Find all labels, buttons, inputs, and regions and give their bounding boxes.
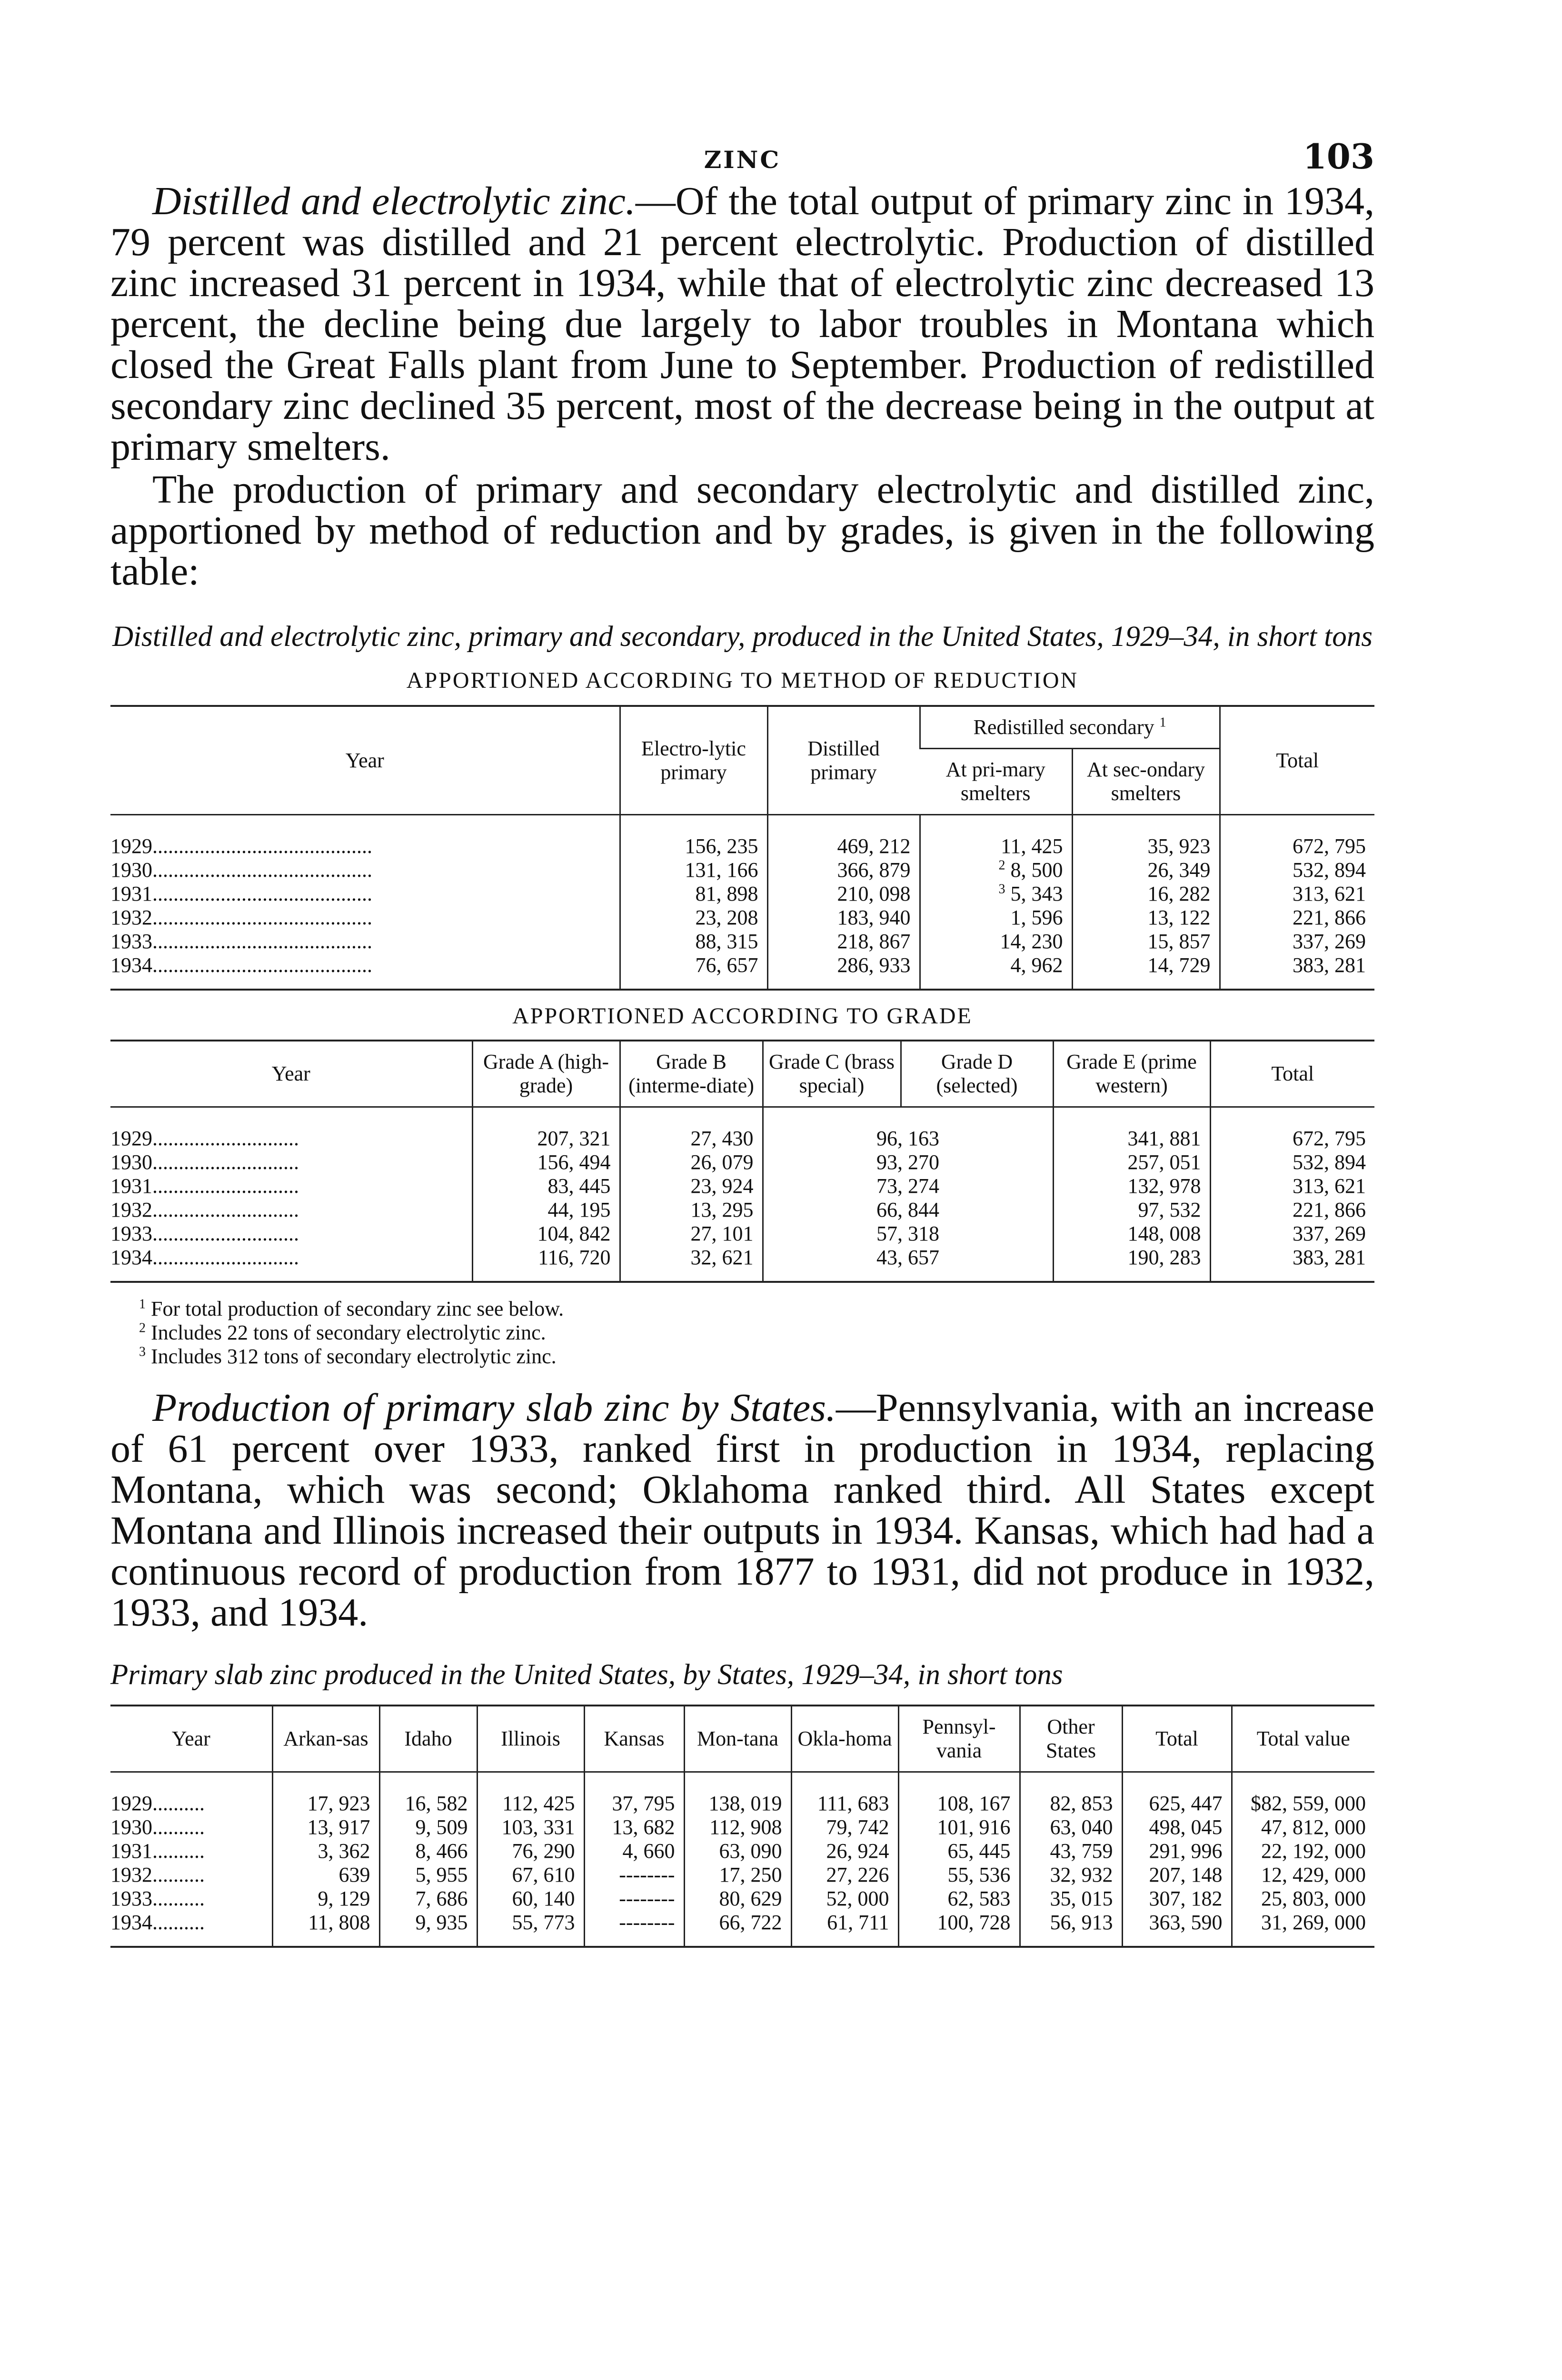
row-year: 1930.......... <box>110 1815 205 1839</box>
row-year: 1931.......................................... <box>110 882 372 905</box>
cell-electrolytic-primary: 156, 235 <box>620 815 767 859</box>
table-row <box>110 1839 1374 1863</box>
table-row <box>110 882 1374 906</box>
footnote-2 <box>139 1321 1374 1345</box>
table-row <box>110 858 1374 882</box>
cell-electrolytic-primary: 76, 657 <box>620 953 767 990</box>
table-row <box>110 1246 1374 1282</box>
cell-oklahoma: 26, 924 <box>791 1839 898 1863</box>
cell-electrolytic-primary: 131, 166 <box>620 858 767 882</box>
cell-total: 307, 182 <box>1122 1887 1232 1911</box>
cell-total: 313, 621 <box>1220 882 1374 906</box>
page-header <box>110 129 1374 181</box>
cell-montana: 63, 090 <box>684 1839 791 1863</box>
cell-at-secondary-smelters: 15, 857 <box>1072 930 1220 953</box>
cell-grade-c-d-combined: 73, 274 <box>763 1174 1053 1198</box>
table-row <box>110 930 1374 953</box>
cell-total: 363, 590 <box>1122 1911 1232 1947</box>
cell-grade-c-d-combined: 96, 163 <box>763 1107 1053 1151</box>
cell-grade-b: 27, 101 <box>620 1222 763 1246</box>
table-slab-zinc-by-states <box>110 1705 1374 1948</box>
cell-total: 337, 269 <box>1210 1222 1374 1246</box>
cell-at-secondary-smelters: 35, 923 <box>1072 815 1220 859</box>
cell-distilled-primary: 218, 867 <box>767 930 920 953</box>
cell-illinois: 55, 773 <box>477 1911 584 1947</box>
cell-arkansas: 17, 923 <box>272 1772 379 1816</box>
cell-distilled-primary: 286, 933 <box>767 953 920 990</box>
table-row <box>110 1772 1374 1816</box>
cell-montana: 66, 722 <box>684 1911 791 1947</box>
cell-pennsylvania: 55, 536 <box>898 1863 1020 1887</box>
cell-kansas: -------- <box>584 1911 684 1947</box>
table-row <box>110 906 1374 930</box>
cell-grade-a: 116, 720 <box>472 1246 620 1282</box>
row-year: 1931............................ <box>110 1174 299 1198</box>
cell-grade-b: 26, 079 <box>620 1150 763 1174</box>
table-row <box>110 1911 1374 1947</box>
cell-total-value: 12, 429, 000 <box>1232 1863 1374 1887</box>
paragraph-table-intro <box>110 469 1374 592</box>
cell-grade-e: 132, 978 <box>1053 1174 1210 1198</box>
col-header-grade-a: Grade A (high-grade) <box>472 1041 620 1107</box>
cell-at-secondary-smelters: 14, 729 <box>1072 953 1220 990</box>
col-header-grade-b: Grade B (interme-diate) <box>620 1041 763 1107</box>
cell-total: 207, 148 <box>1122 1863 1232 1887</box>
footnote-text: Includes 312 tons of secondary electrolytic zinc. <box>151 1345 557 1368</box>
footnote-mark: 3 <box>139 1344 146 1359</box>
cell-distilled-primary: 210, 098 <box>767 882 920 906</box>
cell-grade-a: 44, 195 <box>472 1198 620 1222</box>
cell-pennsylvania: 100, 728 <box>898 1911 1020 1947</box>
col-header-grade-c: Grade C (brass special) <box>763 1041 901 1107</box>
table-row <box>110 1150 1374 1174</box>
cell-oklahoma: 61, 711 <box>791 1911 898 1947</box>
cell-grade-c-d-combined: 43, 657 <box>763 1246 1053 1282</box>
paragraph-distilled-electrolytic <box>110 181 1374 467</box>
cell-total-value: 47, 812, 000 <box>1232 1815 1374 1839</box>
footnote-1 <box>139 1297 1374 1321</box>
table2-body <box>110 1107 1374 1282</box>
col-header-arkansas: Arkan-sas <box>272 1706 379 1772</box>
table-method-of-reduction <box>110 705 1374 991</box>
paragraph-text: —Of the total output of primary zinc in 1934, 79 percent was distilled and 21 percent electrolytic. Production of distilled zinc increased 31 percent in 1934, while that of electrolytic zinc decreased 13 percent, the decline being due largely to labor troubles in Montana which closed the Great Falls plant from June to September. Production of redistilled secondary zinc declined 35 percent, most of the decrease being in the output at primary smelters. <box>110 179 1374 469</box>
cell-illinois: 76, 290 <box>477 1839 584 1863</box>
cell-grade-e: 341, 881 <box>1053 1107 1210 1151</box>
cell-kansas: -------- <box>584 1863 684 1887</box>
document-page <box>110 129 1374 1948</box>
cell-at-primary-smelters: $^3$ 5, 343 <box>920 882 1072 906</box>
cell-electrolytic-primary: 23, 208 <box>620 906 767 930</box>
footnote-mark: 1 <box>1159 715 1166 730</box>
col-header-distilled-primary: Distilled primary <box>767 706 920 815</box>
col-header-montana: Mon-tana <box>684 1706 791 1772</box>
cell-at-secondary-smelters: 13, 122 <box>1072 906 1220 930</box>
cell-illinois: 103, 331 <box>477 1815 584 1839</box>
cell-electrolytic-primary: 81, 898 <box>620 882 767 906</box>
col-header-at-primary-smelters: At pri-mary smelters <box>920 749 1072 815</box>
row-year: 1929............................ <box>110 1127 299 1150</box>
paragraph-text: The production of primary and secondary electrolytic and distilled zinc, apportioned by method of reduction and by grades, is given in the following table: <box>110 467 1374 594</box>
cell-illinois: 60, 140 <box>477 1887 584 1911</box>
cell-total: 221, 866 <box>1210 1198 1374 1222</box>
table1-body <box>110 815 1374 990</box>
row-year: 1931.......... <box>110 1839 205 1863</box>
cell-montana: 138, 019 <box>684 1772 791 1816</box>
cell-pennsylvania: 62, 583 <box>898 1887 1020 1911</box>
cell-grade-c-d-combined: 66, 844 <box>763 1198 1053 1222</box>
row-year: 1929.......... <box>110 1792 205 1815</box>
table3-caption: Primary slab zinc produced in the United States, by States, 1929–34, in short tons <box>110 1659 1063 1691</box>
header-label: Redistilled secondary <box>973 715 1154 739</box>
cell-total: 337, 269 <box>1220 930 1374 953</box>
cell-idaho: 5, 955 <box>379 1863 477 1887</box>
table2-section-title: APPORTIONED ACCORDING TO GRADE <box>512 1003 973 1029</box>
paragraph-slab-zinc-by-states <box>110 1388 1374 1633</box>
cell-grade-b: 13, 295 <box>620 1198 763 1222</box>
cell-other: 32, 932 <box>1020 1863 1122 1887</box>
row-year: 1930.......................................... <box>110 858 372 882</box>
cell-total: 383, 281 <box>1210 1246 1374 1282</box>
table-row <box>110 1198 1374 1222</box>
cell-total: 672, 795 <box>1220 815 1374 859</box>
cell-grade-b: 32, 621 <box>620 1246 763 1282</box>
cell-total: 672, 795 <box>1210 1107 1374 1151</box>
col-header-at-secondary-smelters: At sec-ondary smelters <box>1072 749 1220 815</box>
row-year: 1934.......... <box>110 1911 272 1947</box>
cell-montana: 17, 250 <box>684 1863 791 1887</box>
row-year: 1932.......... <box>110 1863 205 1886</box>
page-number: 103 <box>1303 136 1374 177</box>
col-header-other-states: Other States <box>1020 1706 1122 1772</box>
cell-grade-a: 207, 321 <box>472 1107 620 1151</box>
cell-grade-b: 23, 924 <box>620 1174 763 1198</box>
cell-idaho: 8, 466 <box>379 1839 477 1863</box>
cell-idaho: 9, 509 <box>379 1815 477 1839</box>
cell-total-value: 22, 192, 000 <box>1232 1839 1374 1863</box>
table3-body <box>110 1772 1374 1947</box>
cell-grade-e: 148, 008 <box>1053 1222 1210 1246</box>
cell-montana: 112, 908 <box>684 1815 791 1839</box>
cell-electrolytic-primary: 88, 315 <box>620 930 767 953</box>
cell-grade-c-d-combined: 57, 318 <box>763 1222 1053 1246</box>
cell-total: 532, 894 <box>1210 1150 1374 1174</box>
cell-oklahoma: 111, 683 <box>791 1772 898 1816</box>
row-year: 1933............................ <box>110 1222 299 1245</box>
cell-arkansas: 9, 129 <box>272 1887 379 1911</box>
row-year: 1934.......................................... <box>110 953 620 990</box>
cell-at-primary-smelters: 11, 425 <box>920 815 1072 859</box>
cell-at-primary-smelters: 1, 596 <box>920 906 1072 930</box>
footnote-mark: 3 <box>998 882 1005 897</box>
table-row <box>110 1222 1374 1246</box>
col-header-kansas: Kansas <box>584 1706 684 1772</box>
cell-arkansas: 13, 917 <box>272 1815 379 1839</box>
cell-total: 313, 621 <box>1210 1174 1374 1198</box>
cell-other: 35, 015 <box>1020 1887 1122 1911</box>
cell-total: 625, 447 <box>1122 1772 1232 1816</box>
col-header-grade-e: Grade E (prime western) <box>1053 1041 1210 1107</box>
col-header-year: Year <box>110 706 620 815</box>
row-year: 1932............................ <box>110 1198 299 1221</box>
cell-total: 383, 281 <box>1220 953 1374 990</box>
col-header-idaho: Idaho <box>379 1706 477 1772</box>
paragraph-lead-heading: Distilled and electrolytic zinc. <box>152 179 636 223</box>
cell-other: 82, 853 <box>1020 1772 1122 1816</box>
footnote-mark: 1 <box>139 1297 146 1312</box>
row-year: 1932.......................................... <box>110 906 372 929</box>
cell-total: 498, 045 <box>1122 1815 1232 1839</box>
col-header-electrolytic-primary: Electro-lytic primary <box>620 706 767 815</box>
col-header-grade-d: Grade D (selected) <box>901 1041 1053 1107</box>
table-according-to-grade <box>110 1040 1374 1283</box>
cell-kansas: 37, 795 <box>584 1772 684 1816</box>
cell-idaho: 7, 686 <box>379 1887 477 1911</box>
cell-kansas: 13, 682 <box>584 1815 684 1839</box>
running-title: ZINC <box>704 146 781 174</box>
paragraph-text: —Pennsylvania, with an increase of 61 percent over 1933, ranked first in production in 1934, replacing Montana, which was second; Oklahoma ranked third. All States except Montana and Illinois increased their outputs in 1934. Kansas, which had had a continuous record of production from 1877 to 1931, did not produce in 1932, 1933, and 1934. <box>110 1386 1374 1635</box>
cell-distilled-primary: 183, 940 <box>767 906 920 930</box>
cell-total-value: 25, 803, 000 <box>1232 1887 1374 1911</box>
cell-at-primary-smelters: $^2$ 8, 500 <box>920 858 1072 882</box>
col-header-total: Total <box>1122 1706 1232 1772</box>
cell-oklahoma: 79, 742 <box>791 1815 898 1839</box>
cell-at-primary-smelters: 4, 962 <box>920 953 1072 990</box>
cell-kansas: 4, 660 <box>584 1839 684 1863</box>
cell-oklahoma: 52, 000 <box>791 1887 898 1911</box>
cell-total: 221, 866 <box>1220 906 1374 930</box>
cell-total: 532, 894 <box>1220 858 1374 882</box>
footnote-mark: 2 <box>998 858 1005 873</box>
table-row <box>110 815 1374 859</box>
cell-other: 63, 040 <box>1020 1815 1122 1839</box>
footnote-mark: 2 <box>139 1320 146 1336</box>
cell-oklahoma: 27, 226 <box>791 1863 898 1887</box>
cell-at-secondary-smelters: 26, 349 <box>1072 858 1220 882</box>
cell-other: 43, 759 <box>1020 1839 1122 1863</box>
col-header-total: Total <box>1220 706 1374 815</box>
cell-grade-e: 97, 532 <box>1053 1198 1210 1222</box>
table-row <box>110 953 1374 990</box>
cell-distilled-primary: 469, 212 <box>767 815 920 859</box>
col-header-redistilled-secondary <box>920 706 1220 749</box>
cell-grade-e: 190, 283 <box>1053 1246 1210 1282</box>
table-row <box>110 1863 1374 1887</box>
col-header-year: Year <box>110 1706 272 1772</box>
cell-total-value: 31, 269, 000 <box>1232 1911 1374 1947</box>
cell-at-primary-smelters: 14, 230 <box>920 930 1072 953</box>
cell-other: 56, 913 <box>1020 1911 1122 1947</box>
table-row <box>110 1107 1374 1151</box>
cell-kansas: -------- <box>584 1887 684 1911</box>
cell-idaho: 9, 935 <box>379 1911 477 1947</box>
paragraph-lead-heading: Production of primary slab zinc by States. <box>152 1386 836 1430</box>
cell-arkansas: 11, 808 <box>272 1911 379 1947</box>
cell-pennsylvania: 65, 445 <box>898 1839 1020 1863</box>
cell-total: 291, 996 <box>1122 1839 1232 1863</box>
footnote-3 <box>139 1345 1374 1368</box>
cell-pennsylvania: 101, 916 <box>898 1815 1020 1839</box>
col-header-total: Total <box>1210 1041 1374 1107</box>
table-row <box>110 1887 1374 1911</box>
cell-at-secondary-smelters: 16, 282 <box>1072 882 1220 906</box>
footnote-text: Includes 22 tons of secondary electrolytic zinc. <box>151 1321 546 1344</box>
row-year: 1934............................ <box>110 1246 472 1282</box>
cell-grade-c-d-combined: 93, 270 <box>763 1150 1053 1174</box>
table1-caption: Distilled and electrolytic zinc, primary and secondary, produced in the United States, 1929–34, in short tons <box>112 621 1373 653</box>
cell-grade-e: 257, 051 <box>1053 1150 1210 1174</box>
cell-illinois: 112, 425 <box>477 1772 584 1816</box>
cell-arkansas: 3, 362 <box>272 1839 379 1863</box>
cell-illinois: 67, 610 <box>477 1863 584 1887</box>
cell-grade-a: 156, 494 <box>472 1150 620 1174</box>
cell-montana: 80, 629 <box>684 1887 791 1911</box>
col-header-oklahoma: Okla-homa <box>791 1706 898 1772</box>
table-row <box>110 1815 1374 1839</box>
table-row <box>110 1174 1374 1198</box>
cell-arkansas: 639 <box>272 1863 379 1887</box>
row-year: 1933.......... <box>110 1887 205 1910</box>
cell-distilled-primary: 366, 879 <box>767 858 920 882</box>
row-year: 1930............................ <box>110 1150 299 1174</box>
col-header-pennsylvania: Pennsyl-vania <box>898 1706 1020 1772</box>
col-header-illinois: Illinois <box>477 1706 584 1772</box>
table1-section-title: APPORTIONED ACCORDING TO METHOD OF REDUCTION <box>406 668 1079 693</box>
col-header-year: Year <box>110 1041 472 1107</box>
row-year: 1933.......................................... <box>110 930 372 953</box>
cell-grade-a: 83, 445 <box>472 1174 620 1198</box>
cell-pennsylvania: 108, 167 <box>898 1772 1020 1816</box>
footnotes <box>110 1297 1374 1368</box>
footnote-text: For total production of secondary zinc see below. <box>151 1297 564 1320</box>
cell-total-value: $82, 559, 000 <box>1232 1772 1374 1816</box>
col-header-total-value: Total value <box>1232 1706 1374 1772</box>
cell-idaho: 16, 582 <box>379 1772 477 1816</box>
row-year: 1929.......................................... <box>110 834 372 858</box>
cell-grade-b: 27, 430 <box>620 1107 763 1151</box>
cell-grade-a: 104, 842 <box>472 1222 620 1246</box>
